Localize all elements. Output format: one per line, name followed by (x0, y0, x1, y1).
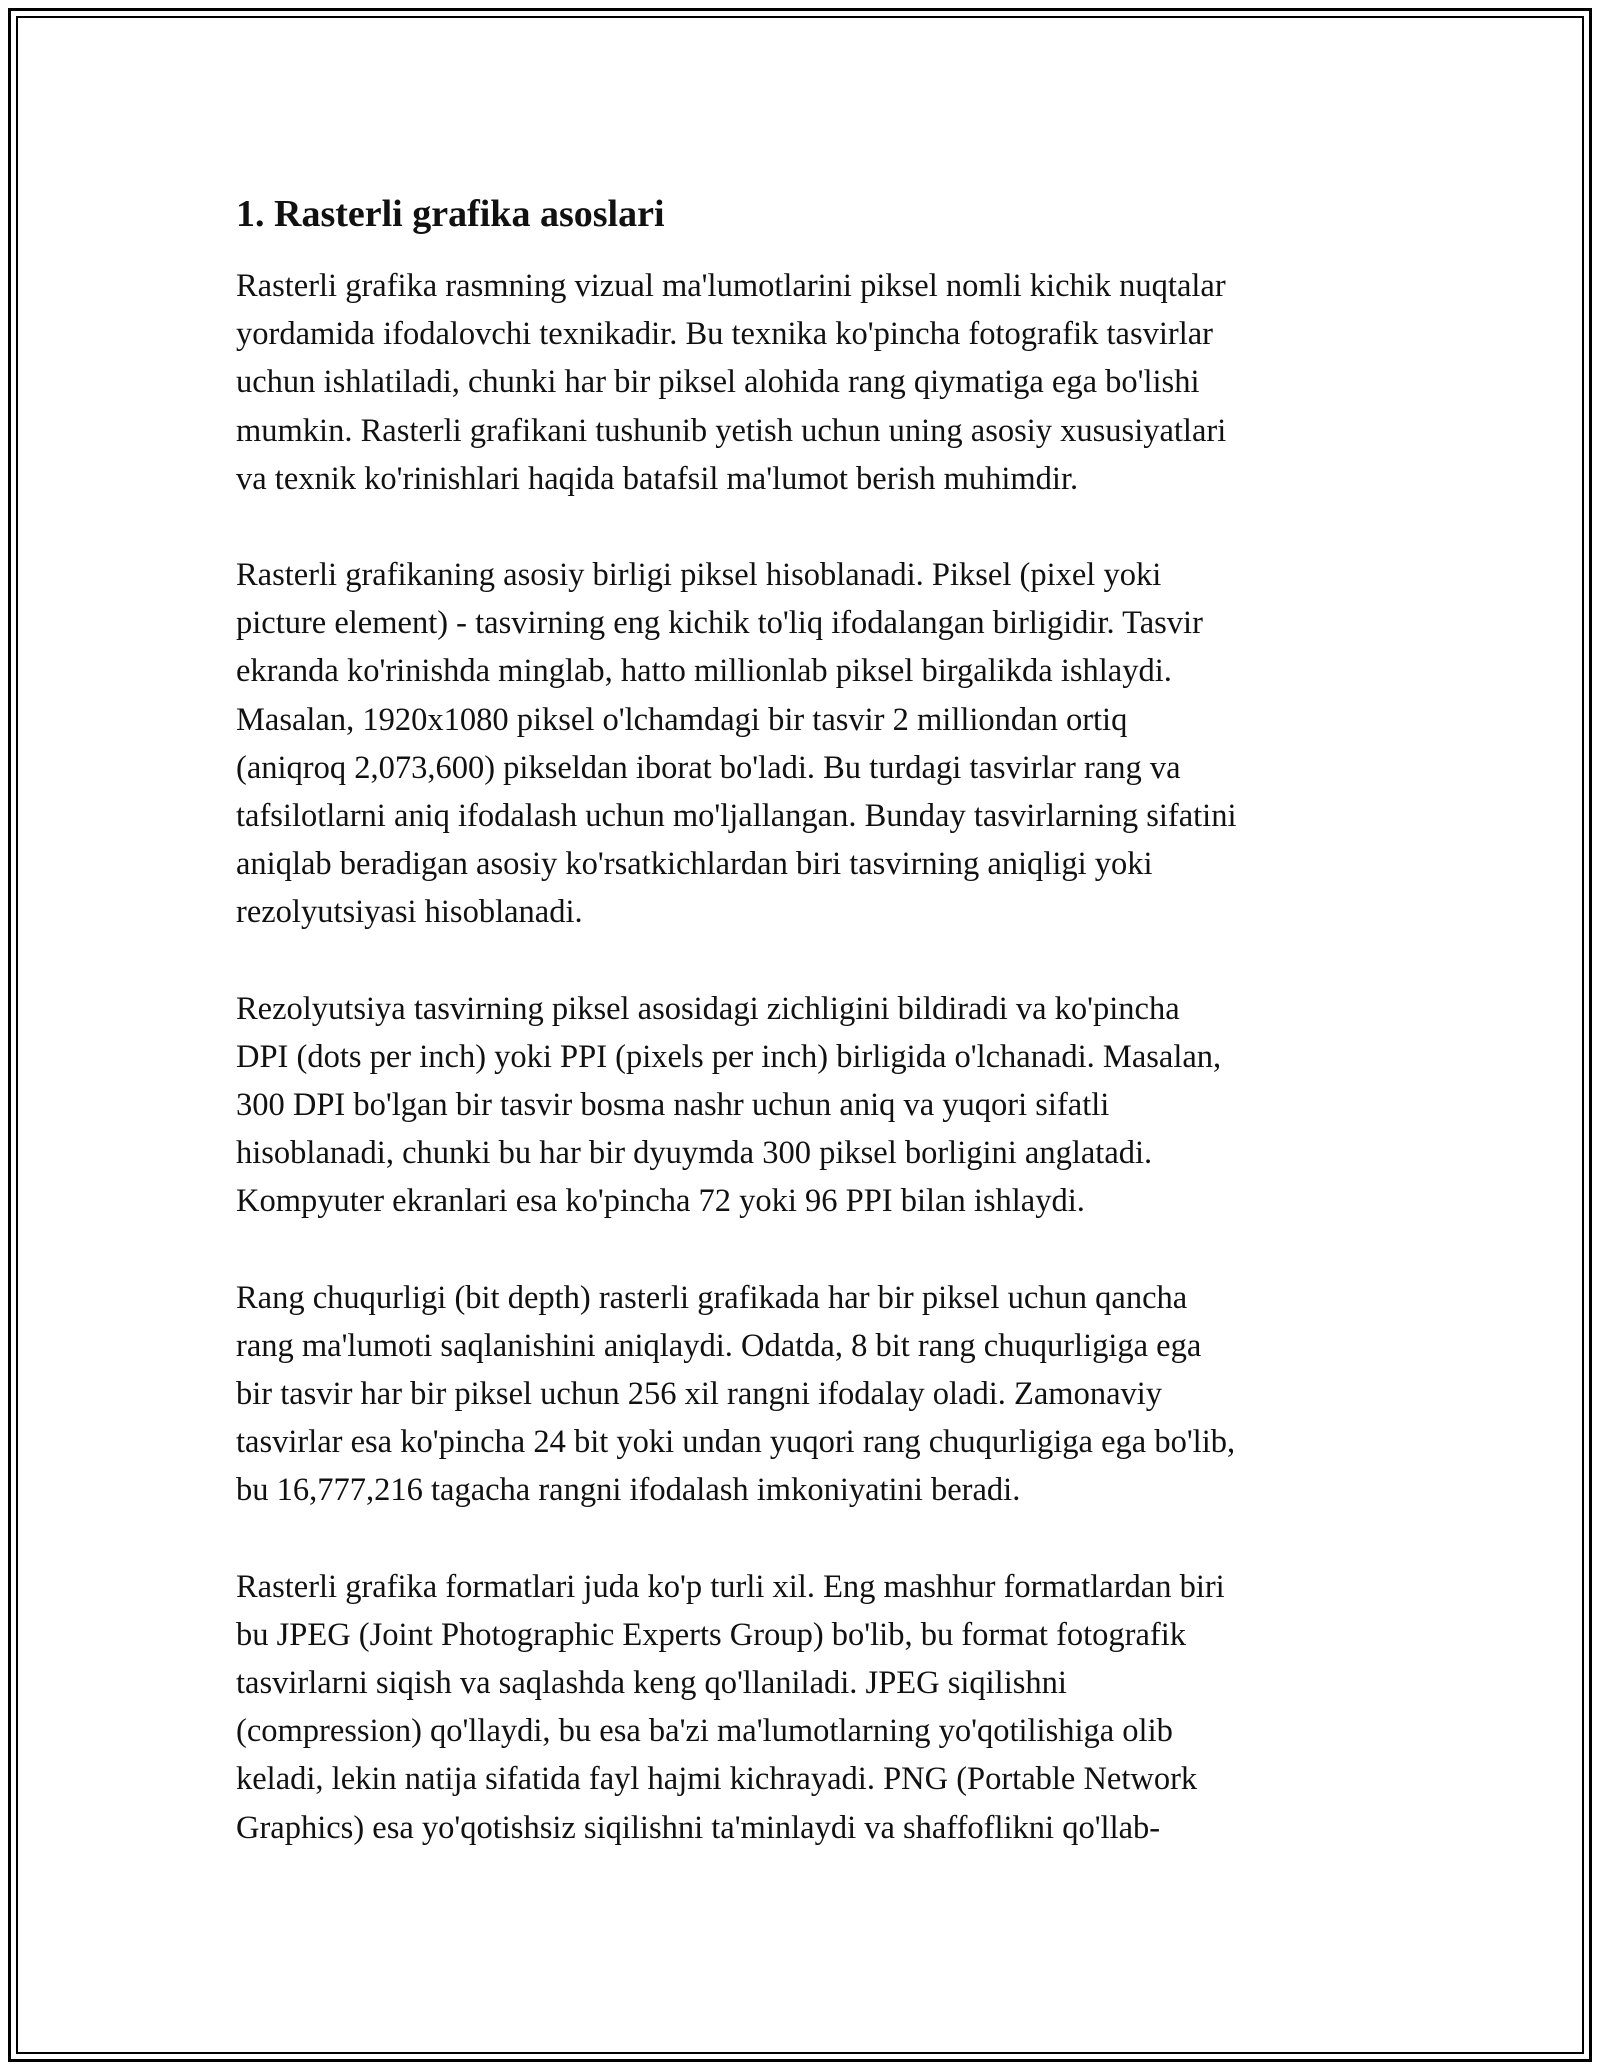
section-title: 1. Rasterli grafika asoslari (236, 193, 665, 235)
paragraph-bit-depth: Rang chuqurligi (bit depth) rasterli grafikada har bir piksel uchun qancha rang ma'lumoti saqlanishini aniqlaydi. Odatda, 8 bit rang chuqurligiga ega bir tasvir har bir piksel uchun 256 xil rangni ifodalay oladi. Zamonaviy tasvirlar esa ko'pincha 24 bit yoki undan yuqori rang chuqurligiga ega bo'lib, bu 16,777,216 tagacha rangni ifodalash imkoniyatini beradi. (236, 1279, 1236, 1509)
paragraph-formats: Rasterli grafika formatlari juda ko'p turli xil. Eng mashhur formatlardan biri bu JPEG (Joint Photographic Experts Group) bo'lib, bu format fotografik tasvirlarni siqish va saqlashda keng qo'llaniladi. JPEG siqilishni (compression) qo'llaydi, bu esa ba'zi ma'lumotlarning yo'qotilishiga olib keladi, lekin natija sifatida fayl hajmi kichrayadi. PNG (Portable Network Graphics) esa yo'qotishsiz siqilishni ta'minlaydi va shaffoflikni qo'llab- (236, 1568, 1225, 1846)
paragraph-resolution: Rezolyutsiya tasvirning piksel asosidagi zichligini bildiradi va ko'pincha DPI (dots per inch) yoki PPI (pixels per inch) birligida o'lchanadi. Masalan, 300 DPI bo'lgan bir tasvir bosma nashr uchun aniq va yuqori sifatli hisoblanadi, chunki bu har bir dyuymda 300 piksel borligini anglatadi. Kompyuter ekranlari esa ko'pincha 72 yoki 96 PPI bilan ishlaydi. (236, 990, 1222, 1220)
paragraph-intro: Rasterli grafika rasmning vizual ma'lumotlarini piksel nomli kichik nuqtalar yordamida ifodalovchi texnikadir. Bu texnika ko'pincha fotografik tasvirlar uchun ishlatiladi, chunki har bir piksel alohida rang qiymatiga ega bo'lishi mumkin. Rasterli grafikani tushunib yetish uchun uning asosiy xususiyatlari va texnik ko'rinishlari haqida batafsil ma'lumot berish muhimdir. (236, 268, 1227, 497)
document-body (236, 188, 1386, 1852)
paragraph-pixel: Rasterli grafikaning asosiy birligi piksel hisoblanadi. Piksel (pixel yoki picture element) - tasvirning eng kichik to'liq ifodalangan birligidir. Tasvir ekranda ko'rinishda minglab, hatto millionlab piksel birgalikda ishlaydi. Masalan, 1920x1080 piksel o'lchamdagi bir tasvir 2 milliondan ortiq (aniqroq 2,073,600) pikseldan iborat bo'ladi. Bu turdagi tasvirlar rang va tafsilotlarni aniq ifodalash uchun mo'ljallangan. Bunday tasvirlarning sifatini aniqlab beradigan asosiy ko'rsatkichlardan biri tasvirning aniqligi yoki rezolyutsiyasi hisoblanadi. (236, 557, 1237, 931)
